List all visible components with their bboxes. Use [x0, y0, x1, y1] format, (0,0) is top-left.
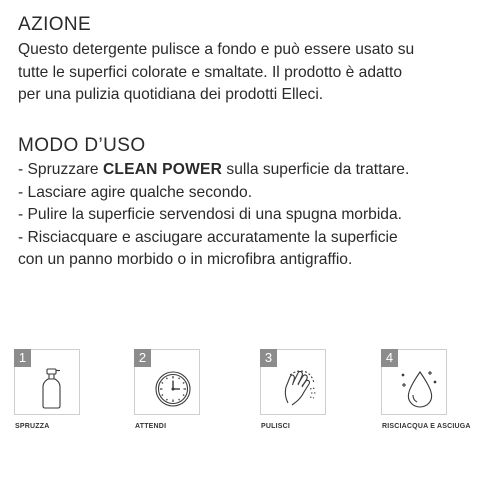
step-number-badge: 1: [14, 349, 31, 367]
instruction-prefix: - Spruzzare: [18, 161, 103, 178]
azione-line: tutte le superfici colorate e smaltate. Il prodotto è adatto: [18, 63, 402, 81]
step-number-badge: 4: [381, 349, 398, 367]
modo-uso-text: [18, 159, 488, 272]
instruction-line: - Risciacquare e asciugare accuratamente la superficie: [18, 228, 398, 246]
step-pulisci: [260, 349, 328, 430]
instruction-line: con un panno morbido o in microfibra antigraffio.: [18, 251, 353, 268]
water-drop-icon: [397, 365, 443, 411]
step-caption: SPRUZZA: [15, 423, 50, 430]
step-number-badge: 3: [260, 349, 277, 367]
instruction-line: - Pulire la superficie servendosi di una spugna morbida.: [18, 206, 402, 223]
spray-bottle-icon: [30, 365, 76, 411]
azione-line: per una pulizia quotidiana dei prodotti Elleci.: [18, 86, 324, 103]
instruction-suffix: sulla superficie da trattare.: [222, 161, 410, 178]
azione-line: Questo detergente pulisce a fondo e può essere usato su: [18, 41, 415, 58]
azione-heading: AZIONE: [18, 14, 92, 35]
step-risciacqua-e-asciuga: [381, 349, 471, 430]
modo-uso-heading: MODO D’USO: [18, 135, 146, 156]
hand-wiping-icon: [276, 365, 322, 411]
instruction-line: [18, 159, 488, 182]
azione-text: [18, 39, 488, 107]
instruction-line: - Lasciare agire qualche secondo.: [18, 183, 253, 201]
step-caption: RISCIACQUA E ASCIUGA: [382, 423, 471, 430]
step-caption: PULISCI: [261, 423, 291, 430]
clock-icon: [150, 365, 196, 411]
step-number-badge: 2: [134, 349, 151, 367]
step-caption: ATTENDI: [135, 423, 167, 430]
step-spruzza: [14, 349, 82, 430]
step-attendi: [134, 349, 202, 430]
product-name: CLEAN POWER: [102, 161, 223, 178]
